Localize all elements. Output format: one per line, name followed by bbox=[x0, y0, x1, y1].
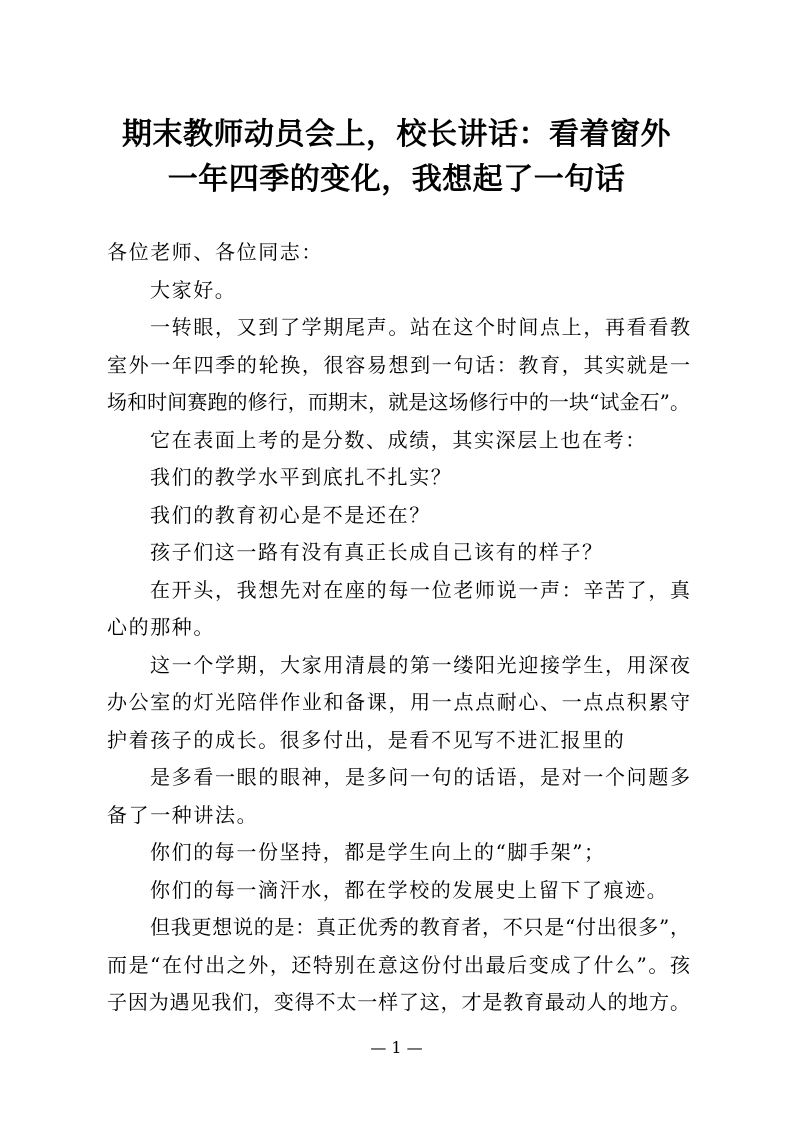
paragraph-line: 孩子们这一路有没有真正长成自己该有的样子？ bbox=[150, 540, 604, 564]
paragraph-line: 是多看一眼的眼神，是多问一句的话语，是对一个问题多 bbox=[150, 765, 690, 789]
paragraph-line: 场和时间赛跑的修行，而期末，就是这场修行中的一块“试金石”。 bbox=[107, 390, 690, 414]
paragraph-line: 在开头，我想先对在座的每一位老师说一声：辛苦了，真 bbox=[150, 577, 690, 602]
document-body bbox=[107, 234, 690, 1022]
paragraph-line: 而是“在付出之外，还特别在意这份付出最后变成了什么”。孩 bbox=[107, 952, 690, 977]
paragraph-line: 一转眼，又到了学期尾声。站在这个时间点上，再看看教 bbox=[150, 315, 690, 339]
paragraph-line: 办公室的灯光陪伴作业和备课，用一点点耐心、一点点积累守 bbox=[107, 690, 690, 714]
paragraph-line: 室外一年四季的轮换，很容易想到一句话：教育，其实就是一 bbox=[107, 352, 690, 377]
paragraph-line: 你们的每一份坚持，都是学生向上的“脚手架”； bbox=[150, 840, 606, 864]
title-line-1: 期末教师动员会上，校长讲话：看着窗外 bbox=[122, 117, 671, 152]
paragraph-line: 心的那种。 bbox=[107, 615, 215, 639]
paragraph-line: 你们的每一滴汗水，都在学校的发展史上留下了痕迹。 bbox=[150, 877, 669, 902]
paragraph-line: 备了一种讲法。 bbox=[107, 802, 259, 827]
paragraph-line: 但我更想说的是：真正优秀的教育者，不只是“付出很多”， bbox=[150, 915, 690, 939]
title-line-2: 一年四季的变化，我想起了一句话 bbox=[167, 162, 626, 197]
paragraph-line: 它在表面上考的是分数、成绩，其实深层上也在考： bbox=[150, 427, 647, 452]
paragraph-line: 子因为遇见我们，变得不太一样了这，才是教育最动人的地方。 bbox=[107, 990, 690, 1014]
document-title bbox=[0, 112, 793, 202]
greeting: 大家好。 bbox=[150, 277, 237, 302]
salutation: 各位老师、各位同志： bbox=[107, 240, 323, 264]
paragraph-line: 这一个学期，大家用清晨的第一缕阳光迎接学生，用深夜 bbox=[150, 652, 690, 677]
paragraph-line: 护着孩子的成长。很多付出，是看不见写不进汇报里的 bbox=[107, 727, 626, 752]
paragraph-line: 我们的教学水平到底扎不扎实？ bbox=[150, 465, 453, 489]
paragraph-line: 我们的教育初心是不是还在？ bbox=[150, 502, 431, 527]
page-number: — 1 — bbox=[370, 1038, 423, 1057]
